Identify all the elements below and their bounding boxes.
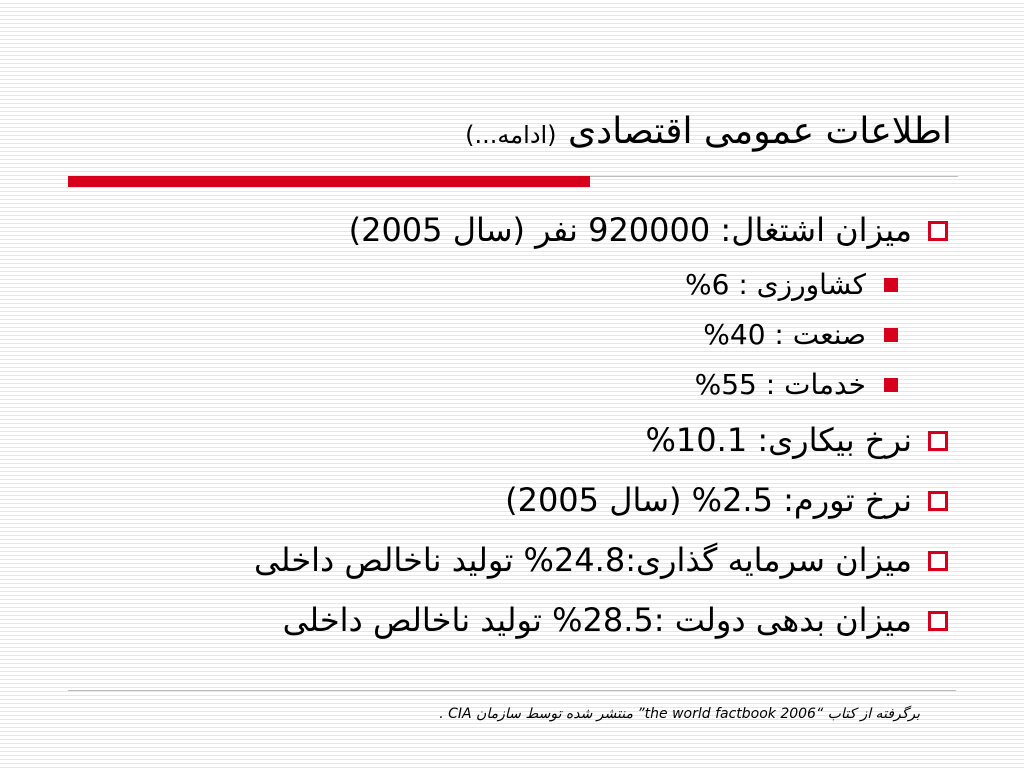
hollow-square-bullet-icon <box>928 551 948 571</box>
bullet-text: صنعت : 40% <box>703 318 866 351</box>
bullet-government-debt <box>72 590 952 650</box>
slide-title <box>72 104 952 163</box>
sub-bullet-services <box>72 360 952 410</box>
sub-bullet-industry <box>72 310 952 360</box>
bullet-text: نرخ بیکاری: 10.1% <box>645 421 912 459</box>
hollow-square-bullet-icon <box>928 221 948 241</box>
bullet-unemployment <box>72 410 952 470</box>
hollow-square-bullet-icon <box>928 491 948 511</box>
source-footnote: برگرفته از کتاب “the world factbook 2006” منتشر شده توسط سازمان CIA . <box>439 706 920 722</box>
footer-divider <box>68 690 956 691</box>
hollow-square-bullet-icon <box>928 431 948 451</box>
title-underline-thin <box>590 176 958 177</box>
bullet-inflation <box>72 470 952 530</box>
bullet-text: میزان بدهی دولت :28.5% تولید ناخالص داخلی <box>282 601 912 639</box>
bullet-text: کشاورزی : 6% <box>685 268 866 301</box>
title-underline-accent <box>68 176 590 187</box>
bullet-text: نرخ تورم: 2.5% (سال 2005) <box>505 481 912 519</box>
bullet-text: میزان سرمایه گذاری:24.8% تولید ناخالص داخلی <box>254 541 912 579</box>
hollow-square-bullet-icon <box>928 611 948 631</box>
title-main: اطلاعات عمومی اقتصادی <box>567 111 952 152</box>
filled-square-bullet-icon <box>884 378 898 392</box>
bullet-text: میزان اشتغال: 920000 نفر (سال 2005) <box>348 211 912 249</box>
sub-bullet-agriculture <box>72 260 952 310</box>
title-suffix: (ادامه...) <box>465 121 557 149</box>
bullet-employment <box>72 200 952 260</box>
bullet-investment <box>72 530 952 590</box>
bullet-list <box>72 200 952 650</box>
filled-square-bullet-icon <box>884 278 898 292</box>
bullet-text: خدمات : 55% <box>694 368 866 401</box>
filled-square-bullet-icon <box>884 328 898 342</box>
